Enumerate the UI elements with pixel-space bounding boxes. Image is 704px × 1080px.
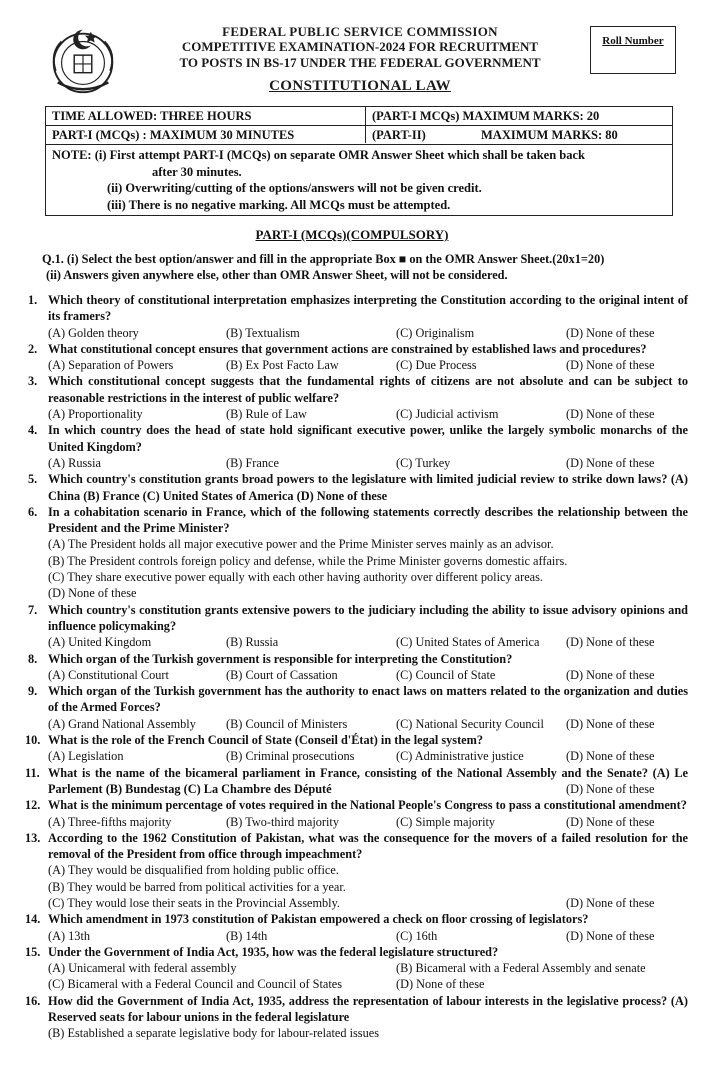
option: (C) Administrative justice [396,749,524,764]
part2-marks: MAXIMUM MARKS: 80 [481,128,618,142]
question-number: 15. [25,944,41,959]
option: (D) None of these [566,455,655,470]
option: (D) None of these [566,325,655,340]
option: (D) None of these [566,667,655,682]
option: (B) Criminal prosecutions [226,749,355,764]
question-number: 3. [28,374,38,389]
option: (A) Proportionality [48,407,143,422]
note-3: (iii) There is no negative marking. All MCQs must be attempted. [107,197,451,212]
option: (D) None of these [566,358,655,373]
option: (C) They would lose their seats in the Provincial Assembly. (D) None of these [48,895,655,910]
option-row [28,357,688,373]
question-number: 11. [25,765,40,780]
option: (B) Textualism [226,325,300,340]
option: (A) They would be disqualified from holding public office. [48,863,339,878]
option: (C) Council of State [396,667,496,682]
option: (C) Bicameral with a Federal Council and Council of States [48,977,343,992]
option: (B) Bicameral with a Federal Assembly and senate [396,961,646,976]
question-text: Which constitutional concept suggests that the fundamental rights of citizens are not absolute and can be subject to reasonable restrictions in the interest of public welfare? [48,374,688,405]
option: (D) None of these [396,977,485,992]
option: (B) Court of Cassation [226,667,338,682]
question-text: Which amendment in 1973 constitution of Pakistan empowered a check on floor crossing of legislators? [48,912,589,927]
option: (B) 14th [226,928,268,943]
option: (C) Simple majority [396,814,496,829]
option: (D) None of these [566,895,655,910]
option: (D) None of these [566,407,655,422]
option: (C) 16th [396,928,438,943]
option: (A) Unicameral with federal assembly [48,961,237,976]
info-row-1 [46,107,672,126]
question [25,732,688,748]
option: (B) France [226,455,279,470]
question-text: Which country's constitution grants extensive powers to the judiciary including the ability to issue advisory opinions and influence policymaking? [48,602,688,633]
question-number: 7. [28,602,38,617]
question-text: Which organ of the Turkish government has the authority to enact laws on matters related to the organization and duties of the Armed Forces? [48,684,688,715]
option: (D) None of these [566,749,655,764]
section-title: PART-I (MCQs)(COMPULSORY) [255,227,449,242]
exam-title: COMPETITIVE EXAMINATION-2024 FOR RECRUITMENT [181,39,539,54]
option: (D) None of these [566,635,655,650]
option: (B) Russia [226,635,279,650]
option: (B) Established a separate legislative body for labour-related issues [48,1026,379,1041]
option: (C) They share executive power equally with each other having authority over different policy areas. [48,570,543,585]
option: (A) United Kingdom [48,635,152,650]
question [25,993,688,1026]
question-text: What is the name of the bicameral parliament in France, consisting of the National Assembly and the Senate? (A) Le Parlement (B) Bundestag (C) La Chambre des Député [48,765,688,796]
option-row [28,716,688,732]
question-number: 12. [25,798,41,813]
exam-subtitle: TO POSTS IN BS-17 UNDER THE FEDERAL GOVERNMENT [179,55,541,70]
question-text: In which country does the head of state hold significant executive power, unlike the largely symbolic monarchs of the United Kingdom? [48,423,688,454]
question [28,341,688,357]
option: (A) Three-fifths majority [48,814,172,829]
instruction-ii: (ii) Answers given anywhere else, other than OMR Answer Sheet, will not be considered. [46,268,508,283]
question-number: 16. [25,993,41,1008]
question-text: What constitutional concept ensures that government actions are constrained by established laws and procedures? [48,341,647,356]
option-row [28,667,688,683]
option: (D) None of these [566,814,655,829]
option: (B) Ex Post Facto Law [226,358,339,373]
question-text: What is the role of the French Council of State (Conseil d'État) in the legal system? [48,733,484,748]
question-number: 9. [28,684,38,699]
option-row [28,406,688,422]
question-number: 4. [28,423,38,438]
instructions [28,251,688,284]
option: (B) Two-third majority [226,814,339,829]
part1-marks: (PART-I MCQs) MAXIMUM MARKS: 20 [372,109,600,123]
question-text: Which theory of constitutional interpretation emphasizes interpreting the Constitution according to the original intent of its framers? [48,293,688,324]
note-block [46,145,672,215]
option: (D) None of these [48,586,137,601]
option: (B) Rule of Law [226,407,307,422]
question [28,602,688,635]
option: (A) The President holds all major executive power and the Prime Minister serves mainly as an advisor. [48,537,554,552]
question-text: In a cohabitation scenario in France, which of the following statements correctly describes the relationship between the President and the Prime Minister? [48,504,688,536]
option-row [28,455,688,471]
option-row [28,960,688,976]
option: (A) Separation of Powers [48,358,174,373]
option-row [28,976,688,992]
question-text: What is the minimum percentage of votes required in the National People's Congress to pass a constitutional amendment? [48,798,687,813]
question-number: 10. [25,733,41,748]
question-text: How did the Government of India Act, 1935, address the representation of labour interests in the legislative process? (A) Reserved seats for labour unions in the federal legislature [48,993,688,1025]
option-row [28,634,688,650]
option: (A) Golden theory [48,325,139,340]
note-1b: after 30 minutes. [152,164,242,179]
part1-time: PART-I (MCQs) : MAXIMUM 30 MINUTES [52,128,295,142]
question [28,651,688,667]
option: (C) Originalism [396,325,475,340]
question [28,422,688,455]
option: (A) Legislation [48,749,124,764]
subject-title: CONSTITUTIONAL LAW [269,78,451,94]
note-2: (ii) Overwriting/cutting of the options/answers will not be given credit. [107,181,482,195]
option: (C) Judicial activism [396,407,499,422]
exam-info-table [45,106,673,216]
question [28,504,688,537]
question-number: 13. [25,830,41,845]
roll-number-label: Roll Number [602,35,664,47]
question-number: 2. [28,341,38,356]
question-list [25,292,688,1042]
fpsc-emblem-icon [44,22,122,100]
option: (D) None of these [566,782,655,797]
option-row [28,748,688,764]
time-allowed: TIME ALLOWED: THREE HOURS [52,109,252,123]
question-text: Which country's constitution grants broad powers to the legislature with limited judicial review to strike down laws? (A) China (B) France (C) United States of America (D) None of these [48,472,688,503]
option: (B) Council of Ministers [226,716,348,731]
option: (B) The President controls foreign policy and defense, while the Prime Minister governs domestic affairs. [48,553,568,568]
question-number: 14. [25,912,41,927]
note-1: NOTE: (i) First attempt PART-I (MCQs) on separate OMR Answer Sheet which shall be taken back [52,148,585,162]
question [25,911,688,927]
option: (B) They would be barred from political activities for a year. [48,879,346,894]
question [28,373,688,406]
question-text: According to the 1962 Constitution of Pakistan, what was the consequence for the movers of a failed resolution for the removal of the President from office through impeachment? [48,830,688,862]
question-number: 6. [28,504,38,519]
option: (A) Grand National Assembly [48,716,196,731]
option: (A) Constitutional Court [48,667,169,682]
question [28,683,688,716]
question-number: 5. [28,472,38,487]
question [25,830,688,863]
instruction-i: Q.1. (i) Select the best option/answer and fill in the appropriate Box ■ on the OMR Answer Sheet.(20x1=20) [42,252,605,266]
option: (C) Turkey [396,455,451,470]
option: (A) 13th [48,928,91,943]
roll-number-box[interactable] [590,26,676,74]
option: (D) None of these [566,716,655,731]
question-number: 8. [28,651,38,666]
question [28,471,688,504]
option: (C) National Security Council [396,716,544,731]
question-text: Under the Government of India Act, 1935, how was the federal legislature structured? [48,944,499,959]
commission-name: FEDERAL PUBLIC SERVICE COMMISSION [222,24,498,39]
question-number: 1. [28,293,38,307]
option: (A) Russia [48,455,101,470]
part2-label: (PART-II) [372,128,426,142]
option-row [28,814,688,830]
question [25,944,688,960]
option: (C) United States of America [396,635,540,650]
question-text: Which organ of the Turkish government is responsible for interpreting the Constitution? [48,651,513,666]
option-row [28,325,688,341]
option: (D) None of these [566,928,655,943]
question [28,292,688,325]
option-row [28,928,688,944]
option: (C) Due Process [396,358,477,373]
info-row-2 [46,126,672,145]
question [25,797,688,813]
